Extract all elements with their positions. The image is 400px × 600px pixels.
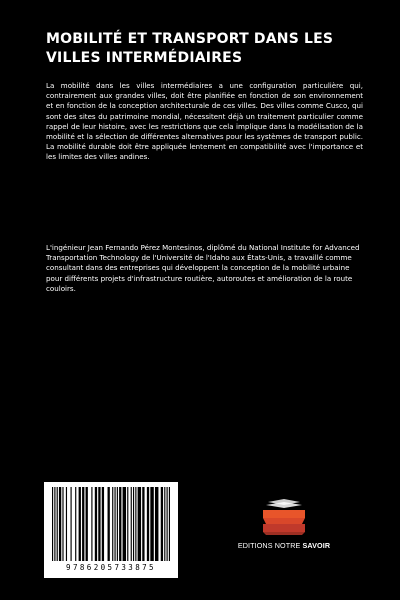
barcode-bar	[161, 487, 163, 561]
barcode-bar	[142, 487, 144, 561]
barcode-bar	[167, 487, 168, 561]
isbn-number: 9786205733875	[66, 563, 156, 572]
barcode-bar	[71, 487, 72, 561]
barcode-bar	[66, 487, 67, 561]
barcode-bar	[164, 487, 165, 561]
barcode-bar	[147, 487, 149, 561]
barcode-bar	[123, 487, 126, 561]
barcode-bar	[91, 487, 92, 561]
barcode-bar	[82, 487, 84, 561]
barcode-bar	[117, 487, 118, 561]
barcode-bar	[169, 487, 170, 561]
barcode-bar	[155, 487, 158, 561]
barcode-bar	[86, 487, 88, 561]
barcode-bar	[114, 487, 115, 561]
publisher-name	[232, 541, 336, 550]
barcode-bar	[98, 487, 100, 561]
barcode-bar	[138, 487, 141, 561]
barcode-bar	[62, 487, 63, 561]
book-title: MOBILITÉ ET TRANSPORT DANS LES VILLES INTERMÉDIAIRES	[46, 31, 334, 66]
barcode-bar	[108, 487, 110, 561]
barcode-bar	[112, 487, 113, 561]
barcode-bar	[131, 487, 132, 561]
barcode-bar	[135, 487, 136, 561]
book-stack-icon	[254, 498, 314, 538]
barcode-bars	[50, 487, 172, 563]
barcode-bar	[79, 487, 81, 561]
isbn-barcode	[44, 482, 178, 578]
author-bio: L'ingénieur Jean Fernando Pérez Montesinos, diplômé du National Institute for Advanced Transportation Technology de l'Université de l'Idaho aux États-Unis, a travaillé comme consultant dans des entreprises qui développent la conception de la mobilité urbaine pour différents projets d'infrastructure routière, autoroutes et amélioration de la route couloirs.	[46, 243, 360, 293]
barcode-bar	[133, 487, 134, 561]
publisher-logo	[254, 498, 314, 538]
book-description: La mobilité dans les villes intermédiaires a une configuration particulière qui, contrairement aux grandes villes, doit être planifiée en fonction de son environnement et en fonction de la conception architecturale de ces villes. Des villes comme Cusco, qui sont des sites du patrimoine mondial, nécessitent déjà un traitement particulier comme rappel de leur histoire, avec les restrictions que cela implique dans la modélisation de la mobilité et la sélection de différentes alternatives pour les systèmes de transport public. La mobilité durable doit être appliquée lentement en compatibilité avec l'importance et les limites des villes andines.	[46, 81, 363, 162]
barcode-bar	[95, 487, 97, 561]
barcode-bar	[102, 487, 104, 561]
barcode-bar	[57, 487, 58, 561]
barcode-bar	[52, 487, 53, 561]
barcode-bar	[119, 487, 121, 561]
publisher-name-light: EDITIONS NOTRE	[237, 541, 301, 550]
barcode-bar	[75, 487, 76, 561]
barcode-bar	[127, 487, 128, 561]
barcode-bar	[150, 487, 153, 561]
publisher-name-bold: SAVOIR	[302, 541, 331, 550]
barcode-bar	[59, 487, 61, 561]
barcode-bar	[54, 487, 55, 561]
